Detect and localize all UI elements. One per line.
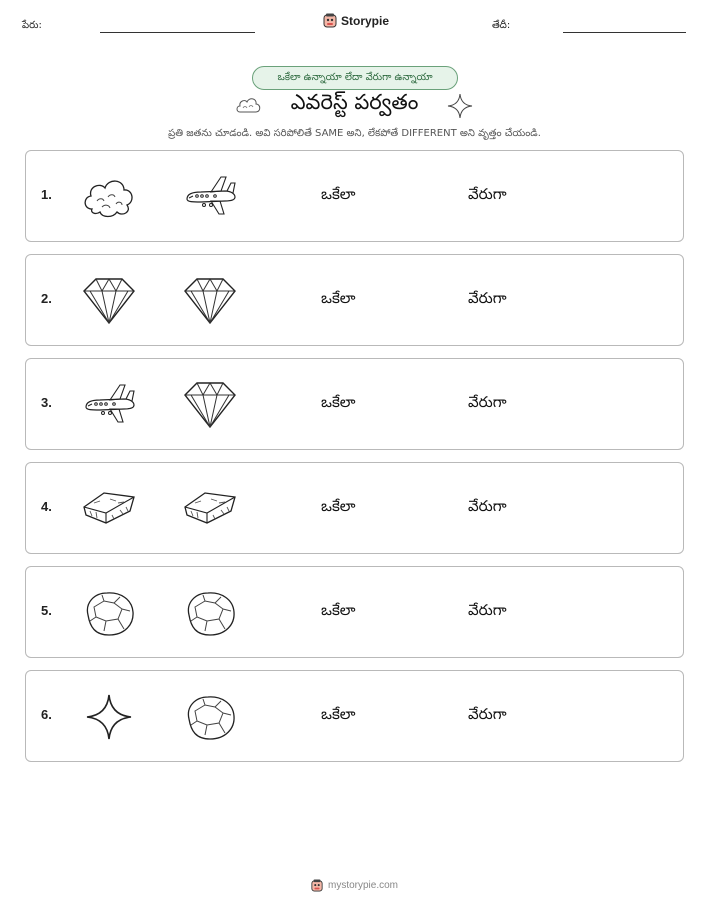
question-number: 3. [41,395,52,410]
rock-slab-icon [80,481,138,537]
sparkle-icon [447,93,473,119]
boulder-icon [80,585,138,641]
rock-slab-icon [181,481,239,537]
different-option[interactable]: వేరుగా [468,601,507,619]
airplane-icon [181,169,239,225]
name-line [100,32,255,33]
title-row [0,88,709,124]
same-option[interactable]: ఒకేలా [321,705,356,723]
worksheet-type-badge: ఒకేలా ఉన్నాయా లేదా వేరుగా ఉన్నాయా [252,66,458,90]
page-title: ఎవరెస్ట్ పర్వతం [290,90,419,114]
question-card [25,358,684,450]
same-option[interactable]: ఒకేలా [321,185,356,203]
question-card [25,254,684,346]
question-card [25,670,684,762]
diamond-icon [181,273,239,329]
footer-url: mystorypie.com [327,880,398,891]
different-option[interactable]: వేరుగా [468,705,507,723]
boulder-icon [181,585,239,641]
question-card [25,462,684,554]
brand-logo [323,13,389,28]
different-option[interactable]: వేరుగా [468,497,507,515]
airplane-icon [80,377,138,433]
different-option[interactable]: వేరుగా [468,289,507,307]
diamond-icon [80,273,138,329]
question-number: 4. [41,499,52,514]
storypie-mascot-icon [323,13,337,28]
same-option[interactable]: ఒకేలా [321,289,356,307]
different-option[interactable]: వేరుగా [468,393,507,411]
question-card [25,150,684,242]
different-option[interactable]: వేరుగా [468,185,507,203]
boulder-icon [181,689,239,745]
date-line [563,32,686,33]
question-number: 5. [41,603,52,618]
brand-name: Storypie [341,13,390,28]
same-option[interactable]: ఒకేలా [321,393,356,411]
cloud-icon [80,169,138,225]
worksheet-header [0,0,709,48]
diamond-icon [181,377,239,433]
question-number: 6. [41,707,52,722]
question-card [25,566,684,658]
date-label: తేదీ: [492,20,511,31]
same-option[interactable]: ఒకేలా [321,601,356,619]
question-number: 1. [41,187,52,202]
question-number: 2. [41,291,52,306]
storypie-mascot-icon [311,879,323,892]
same-option[interactable]: ఒకేలా [321,497,356,515]
sparkle-icon [80,689,138,745]
name-label: పేరు: [22,20,42,31]
instructions: ప్రతి జతను చూడండి. అవి సరిపోలితే SAME అని, లేకపోతే DIFFERENT అని వృత్తం చేయండి. [168,128,541,139]
footer [0,879,709,892]
